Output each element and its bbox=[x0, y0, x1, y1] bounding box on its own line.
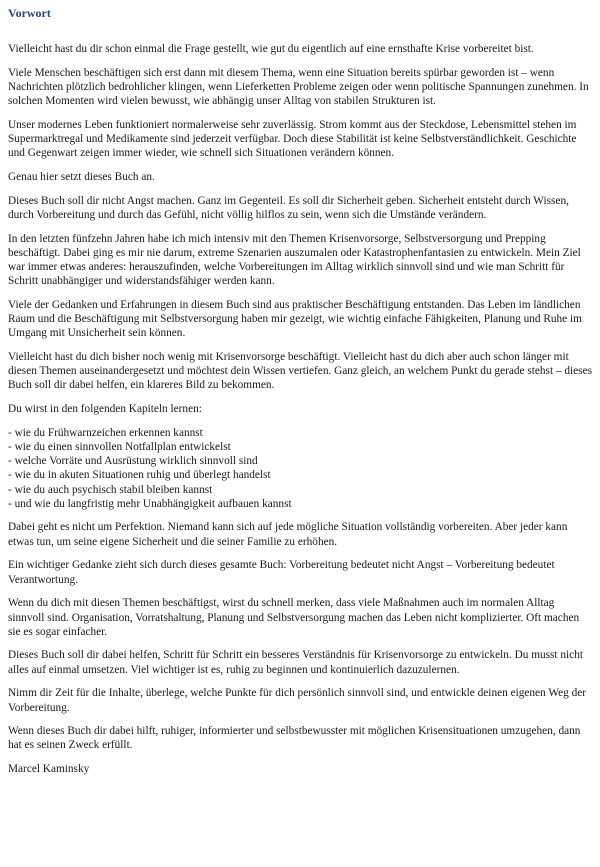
list-item: - und wie du langfristig mehr Unabhängigkeit aufbauen kannst bbox=[8, 497, 292, 510]
author-signature: Marcel Kaminsky bbox=[8, 763, 90, 776]
page-title: Vorwort bbox=[8, 6, 51, 20]
paragraph: Genau hier setzt dieses Buch an. bbox=[8, 170, 155, 183]
list-intro: Du wirst in den folgenden Kapiteln lernen: bbox=[8, 403, 202, 416]
paragraph: Viele der Gedanken und Erfahrungen in diesem Buch sind aus praktischer Beschäftigung entstanden. Das Leben im ländlichen Raum und die Beschäftigung mit Selbstversorgung haben mir gezeigt, wie wichtig einfache Fähigkeiten, Planung und Ruhe im Umgang mit Unsicherheit sein können. bbox=[8, 298, 582, 340]
paragraph: Dieses Buch soll dir nicht Angst machen. Ganz im Gegenteil. Es soll dir Sicherheit geben. Sicherheit entsteht durch Wissen, durch Vorbereitung und durch das Gefühl, nicht völlig hilflos zu sein, wenn sich die Umstände verändern. bbox=[8, 194, 569, 221]
paragraph: Dabei geht es nicht um Perfektion. Niemand kann sich auf jede mögliche Situation vollständig vorbereiten. Aber jeder kann etwas tun, um seine eigene Sicherheit und die seiner Familie zu erhöhen. bbox=[8, 521, 568, 548]
paragraph: Wenn dieses Buch dir dabei hilft, ruhiger, informierter und selbstbewusster mit möglichen Krisensituationen umzugehen, dann hat es seinen Zweck erfüllt. bbox=[8, 725, 581, 752]
list-item: - wie du Frühwarnzeichen erkennen kannst bbox=[8, 426, 203, 439]
paragraph: Vielleicht hast du dich bisher noch wenig mit Krisenvorsorge beschäftigt. Vielleicht hast du dich aber auch schon länger mit diesen Themen auseinandergesetzt und möchtest dein Wissen vertiefen. Ganz gleich, an welchem Punkt du gerade stehst – dieses Buch soll dir dabei helfen, ein klareres Bild zu bekommen. bbox=[8, 350, 592, 392]
list-item: - wie du auch psychisch stabil bleiben kannst bbox=[8, 483, 213, 496]
paragraph: Nimm dir Zeit für die Inhalte, überlege, welche Punkte für dich persönlich sinnvoll sind, und entwickle deinen eigenen Weg der Vorbereitung. bbox=[8, 687, 586, 714]
list-item: - wie du einen sinnvollen Notfallplan entwickelst bbox=[8, 440, 231, 453]
paragraph: Dieses Buch soll dir dabei helfen, Schritt für Schritt ein besseres Verständnis für Krisenvorsorge zu entwickeln. Du musst nicht alles auf einmal umsetzen. Viel wichtiger ist es, ruhig zu beginnen und kontinuierlich dazuzulernen. bbox=[8, 649, 583, 676]
list-item: - wie du in akuten Situationen ruhig und überlegt handelst bbox=[8, 469, 271, 482]
paragraph: Vielleicht hast du dir schon einmal die Frage gestellt, wie gut du eigentlich auf eine ernsthafte Krise vorbereitet bist. bbox=[8, 43, 534, 55]
list-item: - welche Vorräte und Ausrüstung wirklich sinnvoll sind bbox=[8, 455, 258, 468]
chapter-list bbox=[8, 426, 593, 511]
paragraph: In den letzten fünfzehn Jahren habe ich mich intensiv mit den Themen Krisenvorsorge, Selbstversorgung und Prepping beschäftigt. Dabei ging es mir nie darum, extreme Szenarien auszumalen oder Katastrophenfantasien zu entwickeln. Mein Ziel war immer etwas anderes: herauszufinden, welche Vorbereitungen im Alltag wirklich sinnvoll sind und wie man Schritt für Schritt unabhängiger und widerstandsfähiger werden kann. bbox=[8, 232, 581, 288]
paragraph: Ein wichtiger Gedanke zieht sich durch dieses gesamte Buch: Vorbereitung bedeutet nicht Angst – Vorbereitung bedeutet Verantwortung. bbox=[8, 559, 555, 586]
paragraph: Viele Menschen beschäftigen sich erst dann mit diesem Thema, wenn eine Situation bereits spürbar geworden ist – wenn Nachrichten plötzlich bedrohlicher klingen, wenn Lieferketten Probleme zeigen oder wenn politische Spannungen zunehmen. In solchen Momenten wird vielen bewusst, wie abhängig unser Alltag von stabilen Strukturen ist. bbox=[8, 66, 589, 108]
paragraph: Wenn du dich mit diesen Themen beschäftigst, wirst du schnell merken, dass viele Maßnahmen auch im normalen Alltag sinnvoll sind. Organisation, Vorratshaltung, Planung und Selbstversorgung machen das Leben nicht komplizierter. Oft machen sie es sogar einfacher. bbox=[8, 597, 580, 638]
paragraph: Unser modernes Leben funktioniert normalerweise sehr zuverlässig. Strom kommt aus der Steckdose, Lebensmittel stehen im Supermarktregal und Medikamente sind jederzeit verfügbar. Doch diese Stabilität ist keine Selbstverständlichkeit. Geschichte und Gegenwart zeigen immer wieder, wie schnell sich Situationen verändern können. bbox=[8, 118, 577, 160]
